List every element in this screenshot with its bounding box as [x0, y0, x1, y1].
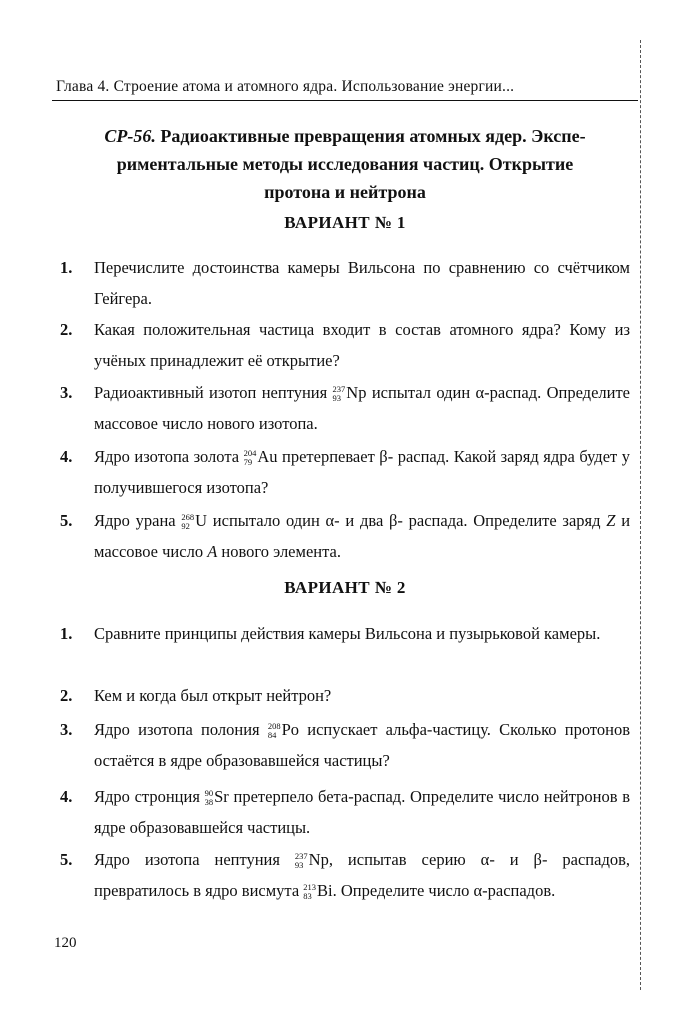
- task-number: 4.: [60, 787, 73, 806]
- task-number: 1.: [60, 624, 73, 643]
- task-number: 2.: [60, 686, 73, 705]
- task-text: Сравните принципы действия камеры Вильсона и пузырьковой камеры.: [94, 624, 601, 643]
- running-head: Глава 4. Строение атома и атомного ядра. Использование энергии...: [56, 78, 515, 95]
- v1-task-4: [60, 441, 630, 503]
- section-title: [54, 122, 636, 206]
- task-text: Перечислите достоинства камеры Вильсона по сравнению со счётчиком Гейгера.: [94, 258, 630, 308]
- v1-task-2: [60, 314, 630, 376]
- task-text: Ядро изотопа золота 204 79 Au претерпевает β- распад. Какой заряд ядра будет у получившегося изотопа?: [94, 441, 630, 503]
- task-text: Какая положительная частица входит в состав атомного ядра? Кому из учёных принадлежит её открытие?: [94, 320, 630, 370]
- variant-2-heading: ВАРИАНТ № 2: [284, 578, 406, 597]
- nuclide-np-237: 237 93 Np: [332, 383, 367, 403]
- variant-1-heading: ВАРИАНТ № 1: [284, 213, 406, 232]
- nuclide-np-237: 237 93 Np: [294, 850, 329, 870]
- task-number: 3.: [60, 383, 73, 402]
- task-text: Ядро стронция 90 38 Sr претерпело бета-распад. Определите число нейтронов в ядре образовавшейся частицы.: [94, 781, 630, 843]
- task-number: 1.: [60, 258, 73, 277]
- nuclide-au-204: 204 79 Au: [243, 447, 278, 467]
- nuclide-sr-90: 90 38 Sr: [204, 787, 229, 807]
- section-title-line2: риментальные методы исследования частиц. Открытие: [116, 154, 574, 174]
- nuclide-bi-213: 213 83 Bi: [303, 881, 333, 901]
- task-text: Ядро изотопа полония 208 84 Po испускает альфа-частицу. Сколько протонов остаётся в ядре образовавшейся частицы?: [94, 714, 630, 776]
- task-text: Кем и когда был открыт нейтрон?: [94, 686, 332, 705]
- section-code: СР-56.: [104, 126, 156, 146]
- task-number: 5.: [60, 850, 73, 869]
- task-number: 4.: [60, 447, 73, 466]
- nuclide-po-208: 208 84 Po: [267, 720, 300, 740]
- v2-task-1: [60, 618, 630, 649]
- v2-task-5: [60, 844, 630, 906]
- task-text: Ядро урана 268 92 U испытало один α- и два β- распада. Определите заряд Z и массовое число A нового элемента.: [94, 505, 630, 567]
- nuclide-u-268: 268 92 U: [181, 511, 208, 531]
- v2-task-2: [60, 680, 630, 711]
- scan-edge-line: [640, 40, 641, 990]
- task-number: 3.: [60, 720, 73, 739]
- task-text: Ядро изотопа нептуния 237 93 Np, испытав серию α- и β- распадов, превратилось в ядро висмута 213 83 Bi. Определите число α-распадов.: [94, 844, 630, 906]
- page-number: 120: [54, 935, 77, 951]
- v2-task-3: [60, 714, 630, 776]
- task-number: 5.: [60, 511, 73, 530]
- header-rule: [52, 100, 638, 101]
- v1-task-3: [60, 377, 630, 439]
- task-number: 2.: [60, 320, 73, 339]
- v1-task-5: [60, 505, 630, 567]
- section-title-line3: протона и нейтрона: [264, 182, 426, 202]
- task-text: Радиоактивный изотоп нептуния 237 93 Np испытал один α-распад. Определите массовое число нового изотопа.: [94, 377, 630, 439]
- v2-task-4: [60, 781, 630, 843]
- section-title-line1: Радиоактивные превращения атомных ядер. Экспе-: [160, 126, 586, 146]
- v1-task-1: [60, 252, 630, 314]
